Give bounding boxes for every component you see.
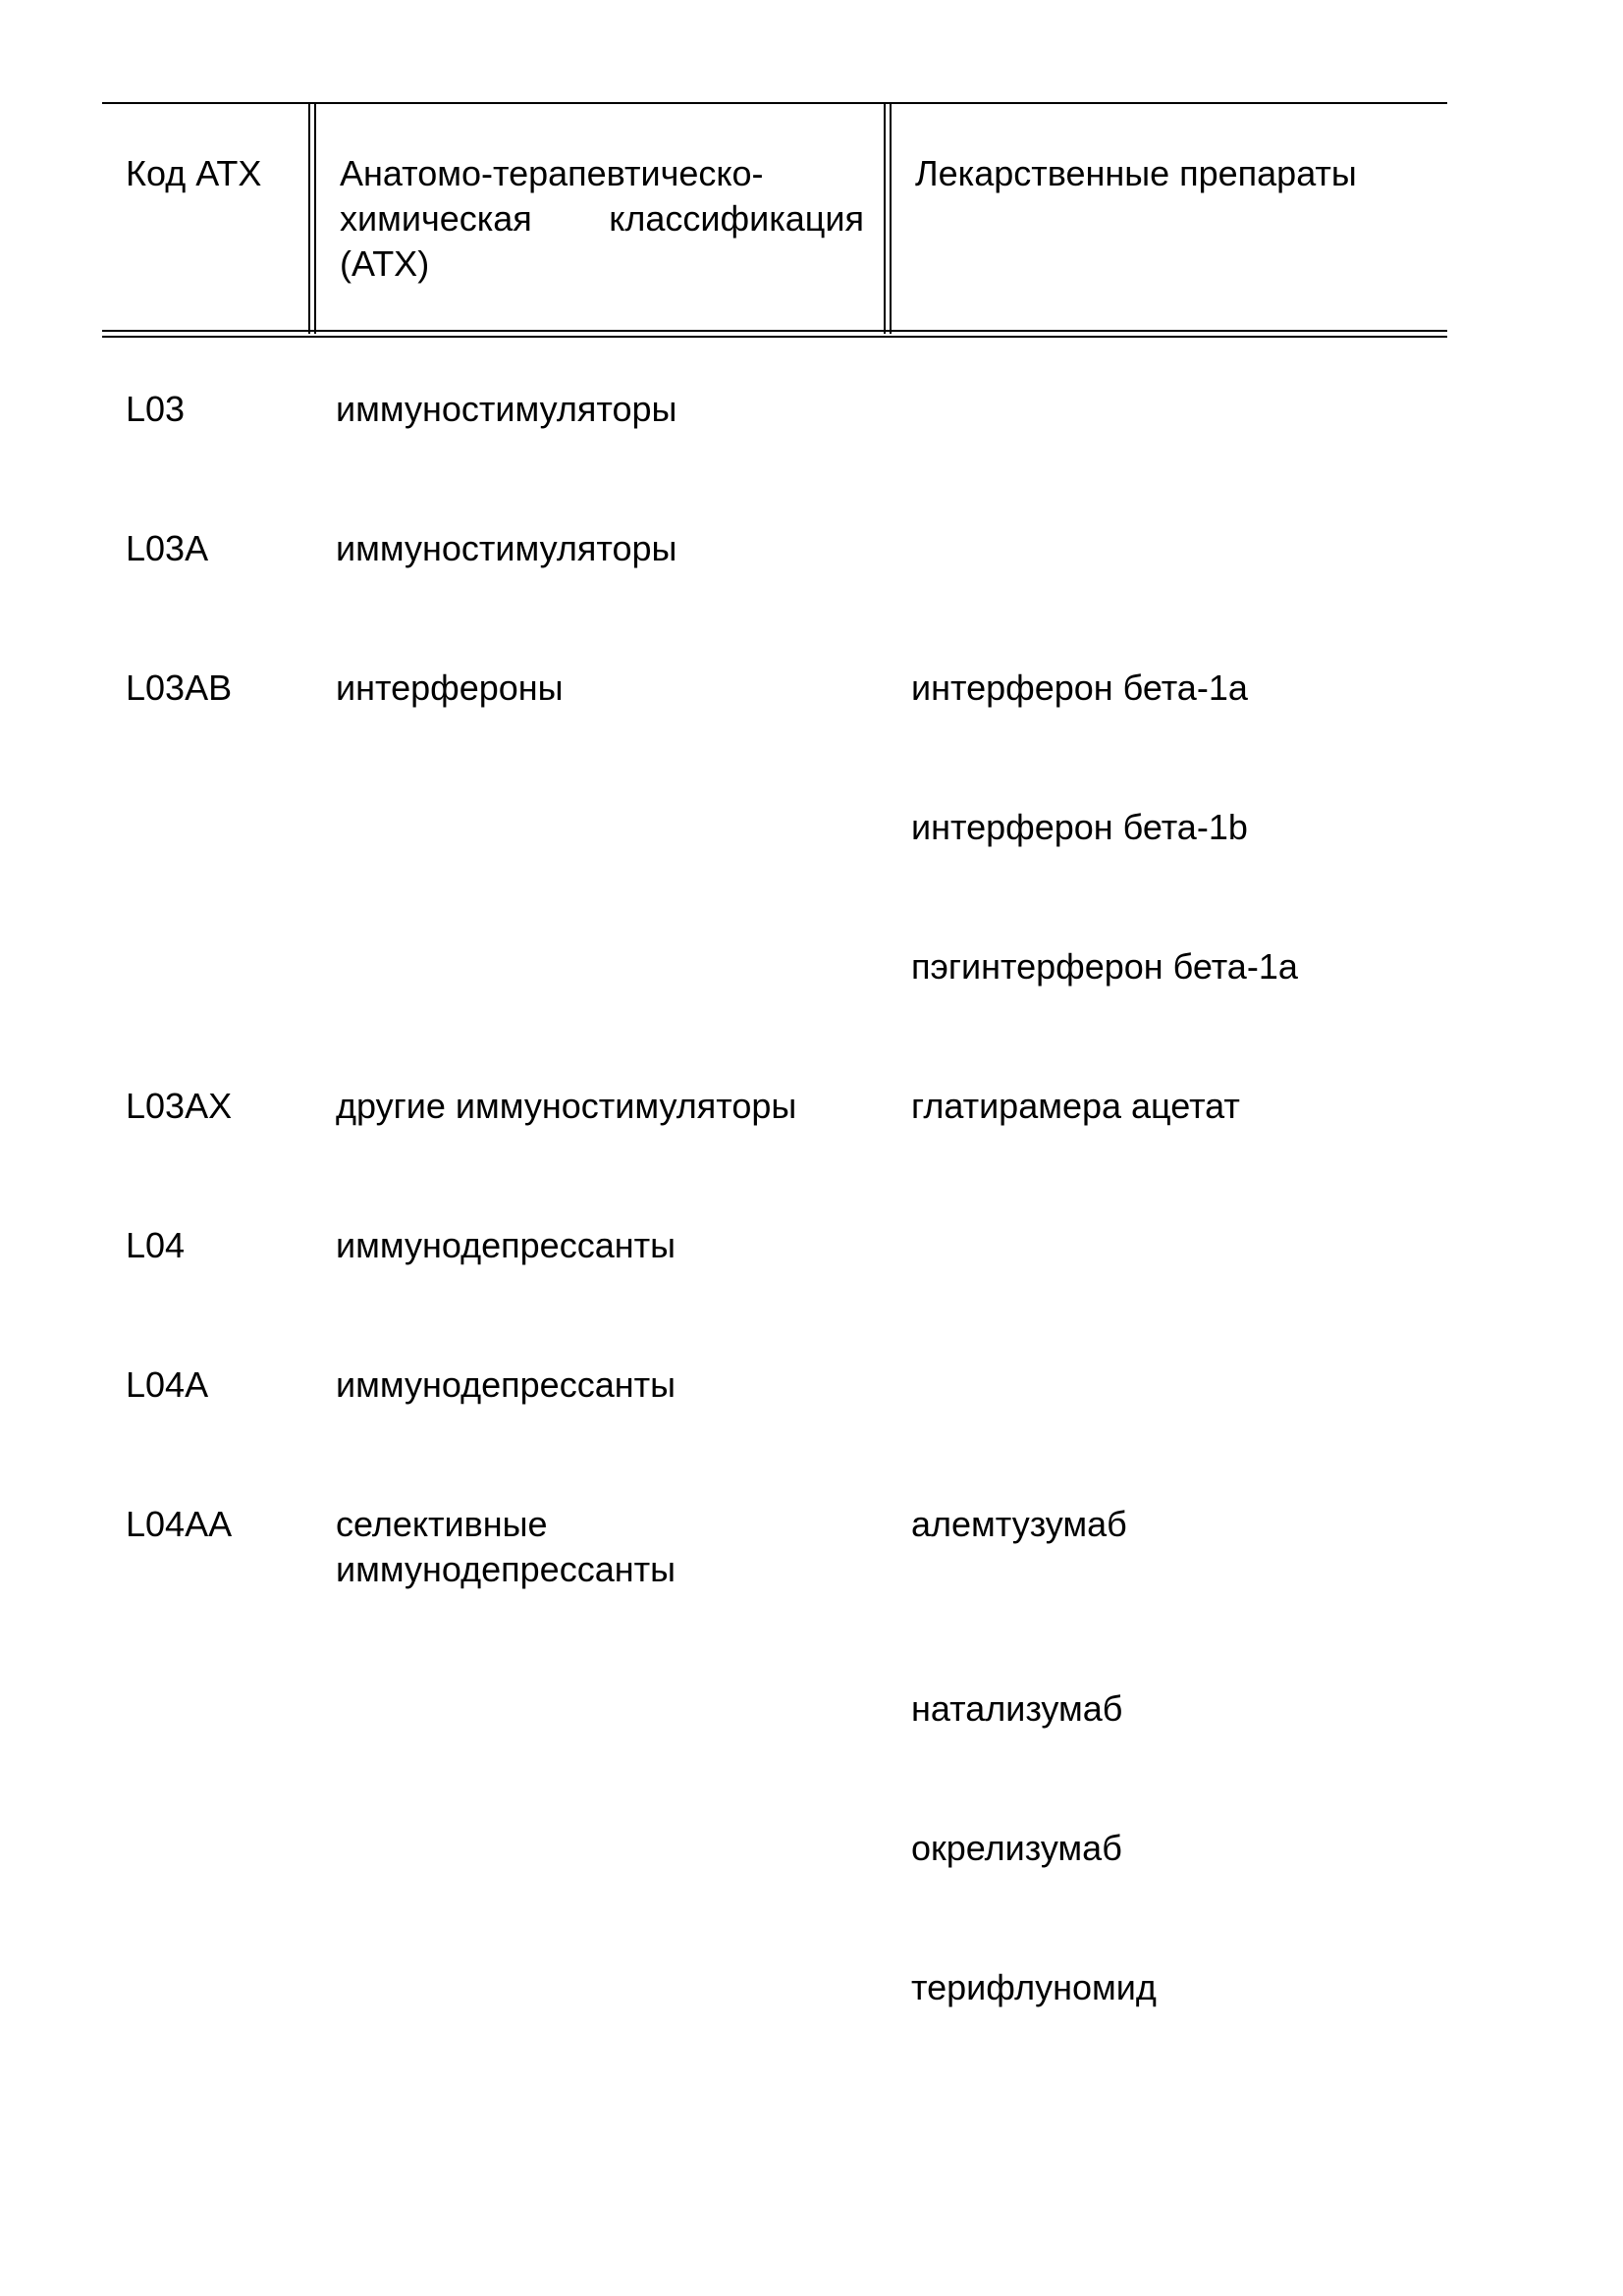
cell-classification: иммуностимуляторы xyxy=(336,528,677,568)
cell-classification: селективные иммунодепрессанты xyxy=(336,1504,676,1589)
cell-code: L03 xyxy=(126,389,186,429)
header-divider-1a xyxy=(308,102,310,334)
header-bottom-rule-1 xyxy=(102,330,1447,332)
cell-code: L03A xyxy=(126,528,209,568)
cell-classification: интерфероны xyxy=(336,667,564,708)
header-code: Код АТХ xyxy=(126,153,262,193)
cell-code: L03AB xyxy=(126,667,233,708)
header-drugs: Лекарственные препараты xyxy=(915,153,1357,193)
header-classification: Анатомо-терапевтическо-химическая классификация (АТХ) xyxy=(340,153,864,284)
cell-code: L03AX xyxy=(126,1086,233,1126)
header-bottom-rule-2 xyxy=(102,336,1447,338)
cell-code: L04A xyxy=(126,1364,209,1405)
cell-classification: иммуностимуляторы xyxy=(336,389,677,429)
cell-drug: глатирамера ацетат xyxy=(911,1086,1240,1126)
header-divider-2a xyxy=(884,102,886,334)
cell-drug: интерферон бета-1b xyxy=(911,807,1248,847)
cell-drug: интерферон бета-1a xyxy=(911,667,1248,708)
header-divider-1b xyxy=(314,102,316,334)
cell-drug: терифлуномид xyxy=(911,1967,1157,2007)
cell-classification: иммунодепрессанты xyxy=(336,1225,676,1265)
cell-drug: окрелизумаб xyxy=(911,1828,1122,1868)
cell-drug: пэгинтерферон бета-1a xyxy=(911,946,1298,987)
header-top-rule xyxy=(102,102,1447,104)
header-divider-2b xyxy=(890,102,892,334)
cell-drug: алемтузумаб xyxy=(911,1504,1127,1544)
cell-drug: натализумаб xyxy=(911,1688,1123,1729)
cell-classification: иммунодепрессанты xyxy=(336,1364,676,1405)
cell-code: L04 xyxy=(126,1225,186,1265)
cell-code: L04AA xyxy=(126,1504,233,1544)
cell-classification: другие иммуностимуляторы xyxy=(336,1086,797,1126)
